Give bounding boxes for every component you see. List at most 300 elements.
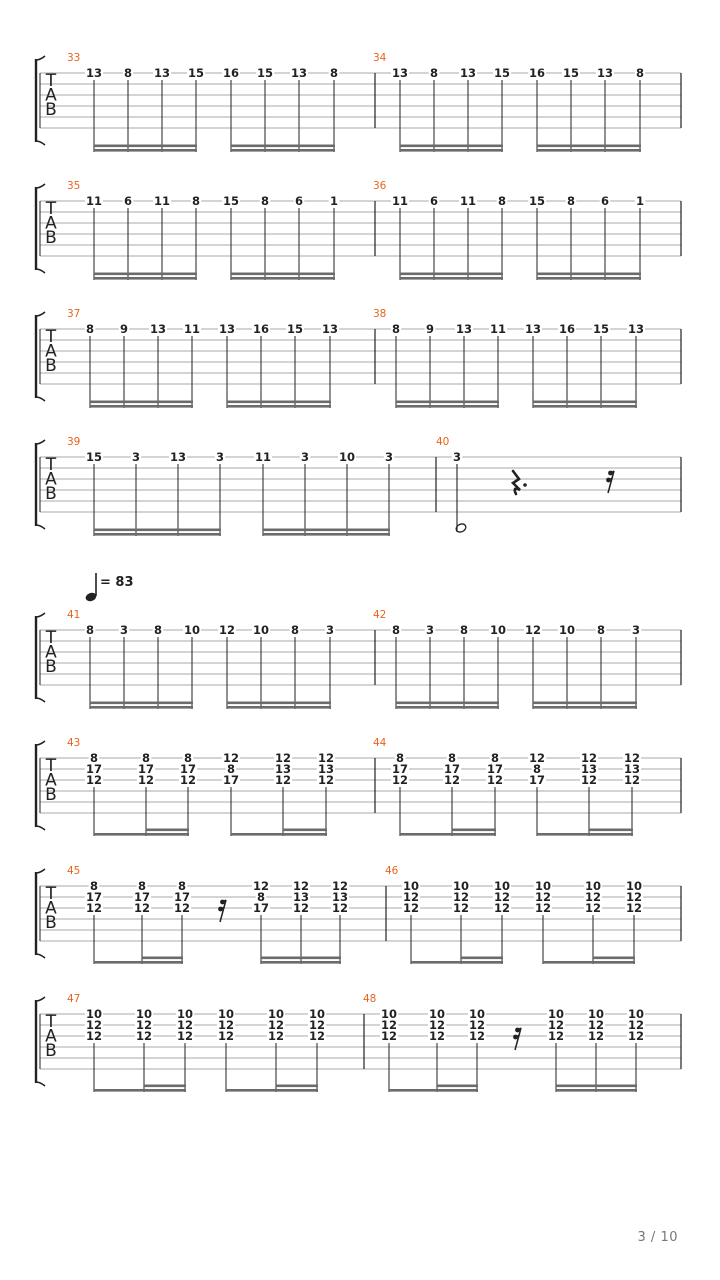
fret-number: 12: [580, 751, 598, 765]
fret-number: 12: [331, 901, 349, 915]
note-beam: [437, 1089, 478, 1092]
fret-number: 12: [308, 1018, 326, 1032]
fret-number: 8: [447, 751, 457, 765]
fret-number: 11: [254, 450, 272, 464]
page-indicator: 3 / 10: [637, 1230, 678, 1245]
note-beam: [231, 149, 335, 152]
note-beam: [90, 706, 193, 709]
note-beam: [263, 529, 390, 532]
fret-number: 12: [135, 1029, 153, 1043]
tab-clef-letter: B: [45, 913, 57, 933]
fret-number: 12: [584, 901, 602, 915]
note-beam: [283, 833, 327, 836]
fret-number: 12: [133, 901, 151, 915]
fret-number: 13: [580, 762, 598, 776]
fret-number: 12: [267, 1029, 285, 1043]
fret-number: 3: [325, 623, 335, 637]
fret-number: 3: [131, 450, 141, 464]
fret-number: 12: [443, 773, 461, 787]
note-beam: [261, 957, 341, 960]
fret-number: 3: [215, 450, 225, 464]
fret-number: 12: [85, 901, 103, 915]
fret-number: 17: [486, 762, 504, 776]
fret-number: 15: [493, 66, 511, 80]
measure-number: 35: [67, 180, 81, 192]
bracket-hook: [36, 741, 45, 745]
fret-number: 12: [85, 773, 103, 787]
fret-number: 10: [252, 623, 270, 637]
note-beam: [94, 273, 197, 276]
tab-clef-letter: T: [45, 628, 57, 648]
fret-number: 12: [524, 623, 542, 637]
fret-number: 13: [292, 890, 310, 904]
fret-number: 10: [176, 1007, 194, 1021]
tab-clef-letter: T: [45, 71, 57, 91]
note-beam: [533, 702, 637, 705]
fret-number: 15: [528, 194, 546, 208]
fret-number: 12: [428, 1029, 446, 1043]
fret-number: 12: [623, 751, 641, 765]
note-beam: [593, 961, 635, 964]
fret-number: 12: [222, 751, 240, 765]
tab-system: [36, 997, 681, 1086]
fret-number: 10: [489, 623, 507, 637]
tab-clef-letter: A: [45, 770, 57, 791]
bracket-hook: [36, 184, 45, 188]
fret-number: 8: [260, 194, 270, 208]
tab-clef-letter: T: [45, 327, 57, 347]
bracket-hook: [36, 397, 45, 401]
note-beam: [276, 1085, 318, 1088]
fret-number: 12: [217, 1018, 235, 1032]
fret-number: 6: [123, 194, 133, 208]
fret-number: 8: [635, 66, 645, 80]
bracket-hook: [36, 269, 45, 273]
fret-number: 17: [252, 901, 270, 915]
note-beam: [556, 1089, 637, 1092]
fret-number: 6: [600, 194, 610, 208]
fret-number: 12: [547, 1029, 565, 1043]
fret-number: 8: [153, 623, 163, 637]
note-beam: [283, 829, 327, 832]
fret-number: 13: [331, 890, 349, 904]
fret-number: 12: [534, 901, 552, 915]
fret-number: 16: [222, 66, 240, 80]
tab-clef-letter: B: [45, 657, 57, 677]
fret-number: 12: [292, 901, 310, 915]
note-beam: [396, 405, 499, 408]
fret-number: 8: [429, 66, 439, 80]
fret-number: 8: [89, 879, 99, 893]
tab-clef-letter: A: [45, 341, 57, 362]
bracket-hook: [36, 525, 45, 529]
fret-number: 10: [267, 1007, 285, 1021]
fret-number: 12: [468, 1018, 486, 1032]
note-beam: [261, 961, 341, 964]
fret-number: 12: [391, 773, 409, 787]
measure-number: 42: [373, 609, 387, 621]
fret-number: 17: [222, 773, 240, 787]
fret-number: 11: [459, 194, 477, 208]
note-beam: [589, 833, 633, 836]
tab-system: [36, 613, 681, 702]
tab-clef-letter: B: [45, 785, 57, 805]
fret-number: 13: [459, 66, 477, 80]
note-beam: [142, 957, 183, 960]
fret-number: 3: [384, 450, 394, 464]
fret-number: 3: [631, 623, 641, 637]
fret-number: 11: [85, 194, 103, 208]
fret-number: 12: [402, 890, 420, 904]
fret-number: 12: [331, 879, 349, 893]
fret-number: 8: [532, 762, 542, 776]
fret-number: 10: [402, 879, 420, 893]
rest-dot: [523, 483, 527, 487]
measure: [85, 880, 349, 964]
fret-number: 15: [256, 66, 274, 80]
tab-clef-letter: B: [45, 484, 57, 504]
fret-number: 12: [534, 890, 552, 904]
fret-number: 8: [566, 194, 576, 208]
note-beam: [94, 533, 221, 536]
note-beam: [94, 149, 197, 152]
fret-number: 1: [635, 194, 645, 208]
fret-number: 12: [218, 623, 236, 637]
fret-number: 13: [85, 66, 103, 80]
fret-number: 11: [391, 194, 409, 208]
fret-number: 17: [443, 762, 461, 776]
fret-number: 12: [493, 901, 511, 915]
fret-number: 12: [452, 890, 470, 904]
fret-number: 12: [176, 1018, 194, 1032]
fret-number: 13: [153, 66, 171, 80]
fret-number: 12: [402, 901, 420, 915]
tab-system: [36, 312, 681, 401]
fret-number: 12: [587, 1018, 605, 1032]
fret-number: 12: [173, 901, 191, 915]
fret-number: 12: [317, 773, 335, 787]
note-beam: [142, 961, 183, 964]
fret-number: 9: [119, 322, 129, 336]
measure: [391, 752, 641, 836]
fret-number: 8: [183, 751, 193, 765]
note-beam: [396, 702, 499, 705]
fret-number: 13: [627, 322, 645, 336]
measure-number: 40: [436, 436, 450, 448]
fret-number: 12: [274, 751, 292, 765]
tab-clef-letter: A: [45, 85, 57, 106]
measure-number: 47: [67, 993, 81, 1005]
fret-number: 10: [183, 623, 201, 637]
fret-number: 13: [317, 762, 335, 776]
note-beam: [452, 833, 496, 836]
note-beam: [227, 405, 331, 408]
fret-number: 16: [528, 66, 546, 80]
fret-number: 10: [493, 879, 511, 893]
measure-number: 46: [385, 865, 399, 877]
fret-number: 12: [625, 890, 643, 904]
fret-number: 8: [123, 66, 133, 80]
fret-number: 12: [217, 1029, 235, 1043]
fret-number: 8: [85, 623, 95, 637]
fret-number: 17: [391, 762, 409, 776]
fret-number: 15: [286, 322, 304, 336]
fret-number: 12: [252, 879, 270, 893]
dotted-quarter-rest: [513, 471, 527, 494]
fret-number: 10: [625, 879, 643, 893]
measure-number: 44: [373, 737, 387, 749]
fret-number: 12: [627, 1029, 645, 1043]
fret-number: 12: [528, 751, 546, 765]
fret-number: 13: [290, 66, 308, 80]
measure-number: 48: [363, 993, 377, 1005]
fret-number: 12: [308, 1029, 326, 1043]
note-beam: [533, 706, 637, 709]
fret-number: 11: [183, 322, 201, 336]
note-beam: [452, 829, 496, 832]
measure-number: 34: [373, 52, 387, 64]
fret-number: 8: [459, 623, 469, 637]
fret-number: 10: [534, 879, 552, 893]
fret-number: 8: [177, 879, 187, 893]
bracket-hook: [36, 1082, 45, 1086]
tab-clef-letter: T: [45, 455, 57, 475]
fret-number: 11: [153, 194, 171, 208]
measure-number: 39: [67, 436, 81, 448]
tab-clef-letter: A: [45, 898, 57, 919]
note-beam: [146, 829, 189, 832]
bracket-hook: [36, 826, 45, 830]
fret-number: 10: [468, 1007, 486, 1021]
fret-number: 17: [85, 762, 103, 776]
fret-number: 8: [137, 879, 147, 893]
note-beam: [227, 401, 331, 404]
fret-number: 15: [187, 66, 205, 80]
fret-number: 8: [290, 623, 300, 637]
fret-number: 10: [627, 1007, 645, 1021]
tab-clef-letter: A: [45, 469, 57, 490]
note-beam: [533, 401, 637, 404]
fret-number: 10: [452, 879, 470, 893]
fret-number: 12: [85, 1018, 103, 1032]
fret-number: 12: [85, 1029, 103, 1043]
note-beam: [94, 277, 197, 280]
fret-number: 13: [149, 322, 167, 336]
fret-number: 12: [274, 773, 292, 787]
tab-clef-letter: B: [45, 356, 57, 376]
fret-number: 12: [625, 901, 643, 915]
fret-number: 8: [490, 751, 500, 765]
fret-number: 9: [425, 322, 435, 336]
tempo-text: = 83: [100, 575, 134, 590]
fret-number: 13: [169, 450, 187, 464]
fret-number: 8: [226, 762, 236, 776]
note-beam: [94, 529, 221, 532]
tab-clef-letter: T: [45, 1012, 57, 1032]
fret-number: 6: [294, 194, 304, 208]
note-beam: [231, 273, 335, 276]
fret-number: 17: [133, 890, 151, 904]
note-beam: [461, 957, 503, 960]
fret-number: 12: [135, 1018, 153, 1032]
note-beam: [396, 401, 499, 404]
fret-number: 12: [627, 1018, 645, 1032]
fret-number: 15: [85, 450, 103, 464]
fret-number: 10: [558, 623, 576, 637]
note-beam: [437, 1085, 478, 1088]
measure: [380, 1008, 645, 1092]
fret-number: 17: [137, 762, 155, 776]
note-beam: [263, 533, 390, 536]
tab-clef-letter: T: [45, 884, 57, 904]
fret-number: 16: [558, 322, 576, 336]
fret-number: 10: [338, 450, 356, 464]
note-beam: [90, 405, 193, 408]
note-beam: [231, 145, 335, 148]
fret-number: 8: [141, 751, 151, 765]
fret-number: 12: [137, 773, 155, 787]
tab-clef-letter: T: [45, 199, 57, 219]
bracket-hook: [36, 56, 45, 60]
bracket-hook: [36, 141, 45, 145]
tab-clef-letter: T: [45, 756, 57, 776]
fret-number: 10: [547, 1007, 565, 1021]
measure: [85, 1008, 326, 1092]
fret-number: 12: [623, 773, 641, 787]
fret-number: 12: [493, 890, 511, 904]
tab-clef-letter: A: [45, 213, 57, 234]
tab-clef-letter: A: [45, 642, 57, 663]
fret-number: 13: [455, 322, 473, 336]
fret-number: 8: [596, 623, 606, 637]
bracket-hook: [36, 613, 45, 617]
fret-number: 3: [452, 450, 462, 464]
measure-number: 38: [373, 308, 387, 320]
bracket-hook: [36, 698, 45, 702]
tab-clef-letter: B: [45, 228, 57, 248]
note-beam: [589, 829, 633, 832]
fret-number: 13: [274, 762, 292, 776]
measure-number: 37: [67, 308, 81, 320]
measure-number: 45: [67, 865, 81, 877]
fret-number: 13: [623, 762, 641, 776]
fret-number: 12: [179, 773, 197, 787]
fret-number: 17: [173, 890, 191, 904]
fret-number: 8: [191, 194, 201, 208]
note-beam: [537, 273, 641, 276]
note-beam: [94, 145, 197, 148]
measure-number: 43: [67, 737, 81, 749]
fret-number: 10: [85, 1007, 103, 1021]
fret-number: 17: [528, 773, 546, 787]
fret-number: 10: [428, 1007, 446, 1021]
fret-number: 12: [584, 890, 602, 904]
fret-number: 12: [267, 1018, 285, 1032]
fret-number: 10: [308, 1007, 326, 1021]
note-beam: [227, 706, 331, 709]
fret-number: 8: [391, 322, 401, 336]
fret-number: 17: [179, 762, 197, 776]
note-beam: [90, 401, 193, 404]
note-beam: [144, 1085, 186, 1088]
fret-number: 8: [89, 751, 99, 765]
fret-number: 10: [587, 1007, 605, 1021]
fret-number: 3: [119, 623, 129, 637]
fret-number: 13: [596, 66, 614, 80]
fret-number: 13: [321, 322, 339, 336]
bracket-hook: [36, 440, 45, 444]
note-beam: [537, 149, 641, 152]
note-beam: [146, 833, 189, 836]
fret-number: 12: [486, 773, 504, 787]
note-beam: [227, 702, 331, 705]
fret-number: 6: [429, 194, 439, 208]
fret-number: 13: [218, 322, 236, 336]
fret-number: 8: [391, 623, 401, 637]
fret-number: 13: [391, 66, 409, 80]
fret-number: 12: [176, 1029, 194, 1043]
fret-number: 12: [428, 1018, 446, 1032]
note-beam: [90, 702, 193, 705]
bracket-hook: [36, 312, 45, 316]
fret-number: 8: [256, 890, 266, 904]
fret-number: 12: [317, 751, 335, 765]
fret-number: 10: [584, 879, 602, 893]
fret-number: 3: [300, 450, 310, 464]
fret-number: 12: [292, 879, 310, 893]
note-beam: [461, 961, 503, 964]
fret-number: 16: [252, 322, 270, 336]
fret-number: 12: [380, 1029, 398, 1043]
note-beam: [400, 277, 503, 280]
fret-number: 17: [85, 890, 103, 904]
fret-number: 11: [489, 322, 507, 336]
fret-number: 8: [329, 66, 339, 80]
tempo-marking: [84, 573, 97, 603]
fret-number: 10: [135, 1007, 153, 1021]
measure-number: 41: [67, 609, 81, 621]
tab-clef-letter: A: [45, 1026, 57, 1047]
note-beam: [400, 145, 503, 148]
fret-number: 15: [592, 322, 610, 336]
fret-number: 12: [547, 1018, 565, 1032]
note-beam: [396, 706, 499, 709]
fret-number: 12: [580, 773, 598, 787]
measure-number: 33: [67, 52, 81, 64]
fret-number: 10: [217, 1007, 235, 1021]
fret-number: 10: [380, 1007, 398, 1021]
note-beam: [533, 405, 637, 408]
fret-number: 15: [562, 66, 580, 80]
fret-number: 8: [85, 322, 95, 336]
note-beam: [593, 957, 635, 960]
tab-clef-letter: B: [45, 100, 57, 120]
note-beam: [231, 277, 335, 280]
fret-number: 12: [380, 1018, 398, 1032]
note-beam: [276, 1089, 318, 1092]
note-beam: [537, 277, 641, 280]
bracket-hook: [36, 954, 45, 958]
measure: [85, 752, 335, 836]
fret-number: 12: [452, 901, 470, 915]
fret-number: 8: [395, 751, 405, 765]
note-beam: [400, 273, 503, 276]
fret-number: 12: [468, 1029, 486, 1043]
fret-number: 12: [587, 1029, 605, 1043]
tab-clef-letter: B: [45, 1041, 57, 1061]
fret-number: 15: [222, 194, 240, 208]
measure: [402, 880, 643, 964]
